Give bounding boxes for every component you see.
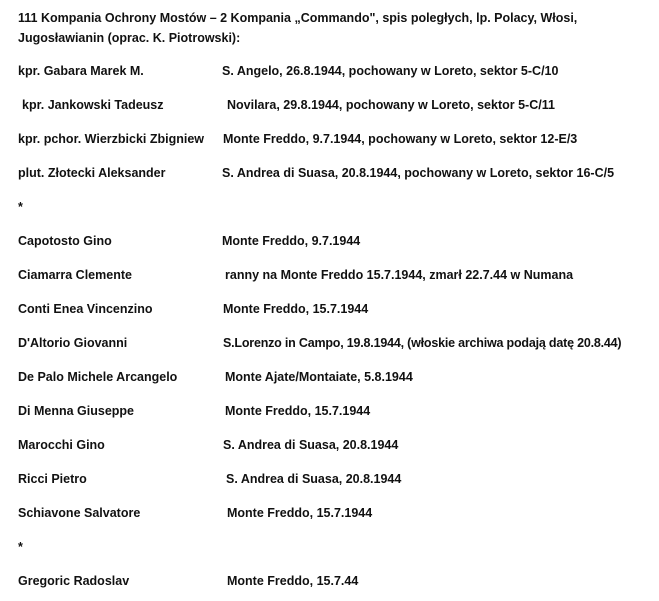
person-name: kpr. Gabara Marek M.: [18, 64, 144, 78]
person-info: Monte Ajate/Montaiate, 5.8.1944: [225, 370, 413, 384]
person-info: Monte Freddo, 9.7.1944, pochowany w Loreto, sektor 12-E/3: [223, 132, 578, 146]
separator-asterisk: *: [18, 200, 23, 214]
heading-line-2: Jugosławianin (oprac. K. Piotrowski):: [18, 31, 241, 45]
person-name: Capotosto Gino: [18, 234, 112, 248]
person-name: Gregoric Radoslav: [18, 574, 130, 588]
person-info: S. Angelo, 26.8.1944, pochowany w Loreto, sektor 5-C/10: [222, 64, 559, 78]
person-name: De Palo Michele Arcangelo: [18, 370, 178, 384]
person-name: Marocchi Gino: [18, 438, 105, 452]
person-info: S. Andrea di Suasa, 20.8.1944: [223, 438, 399, 452]
person-name: D'Altorio Giovanni: [18, 336, 128, 350]
person-name: kpr. Jankowski Tadeusz: [22, 98, 164, 112]
person-info: Monte Freddo, 15.7.1944: [225, 404, 371, 418]
person-info: Monte Freddo, 15.7.1944: [227, 506, 373, 520]
person-name: plut. Złotecki Aleksander: [18, 166, 166, 180]
person-name: Conti Enea Vincenzino: [18, 302, 153, 316]
separator-asterisk: *: [18, 540, 23, 554]
person-name: Di Menna Giuseppe: [18, 404, 134, 418]
person-info: S.Lorenzo in Campo, 19.8.1944, (włoskie archiwa podają datę 20.8.44): [223, 336, 622, 350]
person-name: Schiavone Salvatore: [18, 506, 141, 520]
person-info: ranny na Monte Freddo 15.7.1944, zmarł 22.7.44 w Numana: [225, 268, 574, 282]
person-info: S. Andrea di Suasa, 20.8.1944: [226, 472, 402, 486]
heading-line-1: 111 Kompania Ochrony Mostów – 2 Kompania „Commando", spis poległych, lp. Polacy, Włosi,: [18, 11, 578, 25]
person-info: S. Andrea di Suasa, 20.8.1944, pochowany w Loreto, sektor 16-C/5: [222, 166, 615, 180]
person-name: Ricci Pietro: [18, 472, 87, 486]
person-info: Novilara, 29.8.1944, pochowany w Loreto, sektor 5-C/11: [227, 98, 555, 112]
person-name: Ciamarra Clemente: [18, 268, 132, 282]
person-info: Monte Freddo, 9.7.1944: [222, 234, 361, 248]
person-info: Monte Freddo, 15.7.1944: [223, 302, 369, 316]
person-info: Monte Freddo, 15.7.44: [227, 574, 359, 588]
person-name: kpr. pchor. Wierzbicki Zbigniew: [18, 132, 205, 146]
